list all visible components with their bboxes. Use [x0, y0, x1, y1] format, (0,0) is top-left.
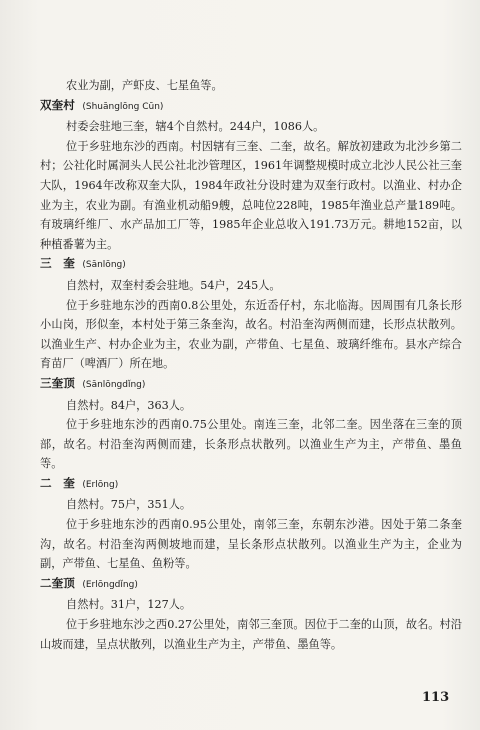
entry-pinyin: (Sānlōng) — [82, 260, 126, 271]
entry-name: 二奎顶 — [40, 575, 75, 590]
entry-heading — [40, 254, 462, 276]
entry-description: 位于乡驻地东沙的西南0.8公里处，东近岙仔村，东北临海。因周围有几条长形小山岗，形似奎，本村处于第三条奎沟，故名。村沿奎沟两侧而建，长形点状散列。以渔业生产、村办企业为主，农业为副，产带鱼、七星鱼、玻璃纤维布。县水产综合育苗厂（啤酒厂）所在地。 — [40, 298, 462, 371]
entry-heading — [40, 374, 462, 396]
entry-description: 位于乡驻地东沙的西南0.95公里处，南邻三奎，东朝东沙港。因处于第二条奎沟，故名。村沿奎沟两侧坡地而建，呈长条形点状散列。以渔业生产为主，企业为副，产带鱼、七星鱼、鱼粉等。 — [40, 518, 462, 571]
lead-line: 农业为副，产虾皮、七星鱼等。 — [66, 79, 223, 92]
entry-summary: 自然村，双奎村委会驻地。54户，245人。 — [66, 278, 281, 292]
entry-name: 双奎村 — [40, 97, 75, 112]
entry-pinyin: (Erlōng) — [82, 479, 119, 490]
entry-erkuiding — [40, 574, 462, 654]
entry-heading — [40, 96, 462, 118]
entry-heading — [40, 574, 462, 596]
entry-description: 位于乡驻地东沙之西0.27公里处，南邻三奎顶。因位于二奎的山顶，故名。村沿山坡而建，呈点状散列，以渔业生产为主，产带鱼、墨鱼等。 — [40, 618, 462, 651]
entry-shuangkui — [40, 96, 462, 255]
entry-name: 三 奎 — [40, 256, 75, 271]
entry-erkui — [40, 474, 462, 574]
entry-name: 三奎顶 — [40, 375, 75, 390]
entry-sankuiding — [40, 374, 462, 474]
text-body — [40, 76, 462, 654]
entry-summary: 自然村。75户，351人。 — [66, 498, 192, 512]
entry-sankui — [40, 254, 462, 374]
entry-heading — [40, 474, 462, 496]
entry-summary: 村委会驻地三奎，辖4个自然村。244户，1086人。 — [66, 120, 325, 134]
page-number: 113 — [422, 690, 450, 705]
entry-description: 位于乡驻地东沙的西南。村因辖有三奎、二奎，故名。解放初建政为北沙乡第二村；公社化时属洞头人民公社北沙管理区，1961年调整规模时成立北沙人民公社三奎大队，1964年改称双奎大队，1984年政社分设时建为双奎行政村。以渔业、村办企业为主，农业为副。有渔业机动船9艘，总吨位228吨，1985年渔业总产量189吨。有玻璃纤维厂、水产品加工厂等，1985年企业总收入191.73万元。耕地152亩，以种植番薯为主。 — [40, 139, 462, 251]
entry-pinyin: (Shuānglōng Cūn) — [82, 101, 164, 112]
entry-summary: 自然村。31户，127人。 — [66, 598, 192, 612]
entry-summary: 自然村。84户，363人。 — [66, 398, 192, 412]
entry-pinyin: (Erlōngdǐng) — [82, 579, 138, 590]
entry-pinyin: (Sānlōngdǐng) — [82, 379, 146, 390]
entry-description: 位于乡驻地东沙的西南0.75公里处。南连三奎，北邻二奎。因坐落在三奎的顶部，故名。村沿奎沟两侧而建，长条形点状散列。以渔业生产为主，产带鱼、墨鱼等。 — [40, 418, 462, 471]
entry-name: 二 奎 — [40, 475, 75, 490]
